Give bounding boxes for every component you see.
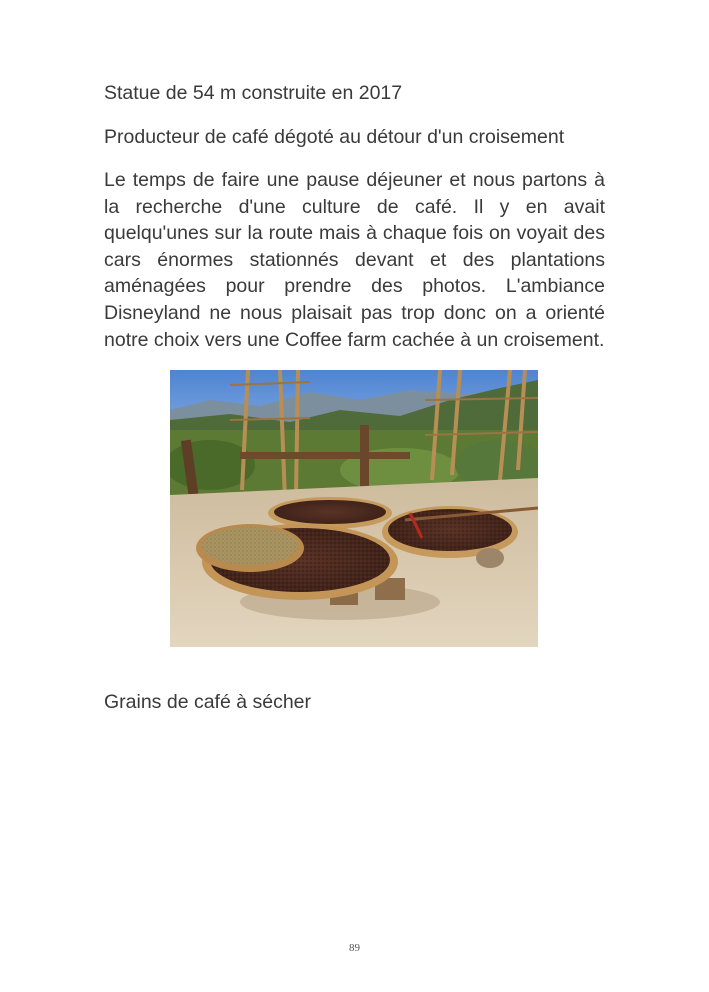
body-paragraph: Le temps de faire une pause déjeuner et nous partons à la recherche d'une culture de café. Il y en avait quelqu'unes sur la route mais à chaque fois on voyait des cars énormes stationnés devant et des plantations aménagées pour prendre des photos. L'ambiance Disneyland ne nous plaisait pas trop donc on a orienté notre choix vers une Coffee farm cachée à un croisement. — [104, 169, 605, 351]
coffee-drying-photo — [170, 370, 538, 647]
page-number: 89 — [349, 942, 360, 954]
caption-coffee-producer: Producteur de café dégoté au détour d'un croisement — [104, 126, 565, 148]
caption-statue: Statue de 54 m construite en 2017 — [104, 82, 403, 104]
wooden-fence — [240, 452, 410, 459]
caption-coffee-beans: Grains de café à sécher — [104, 691, 312, 713]
